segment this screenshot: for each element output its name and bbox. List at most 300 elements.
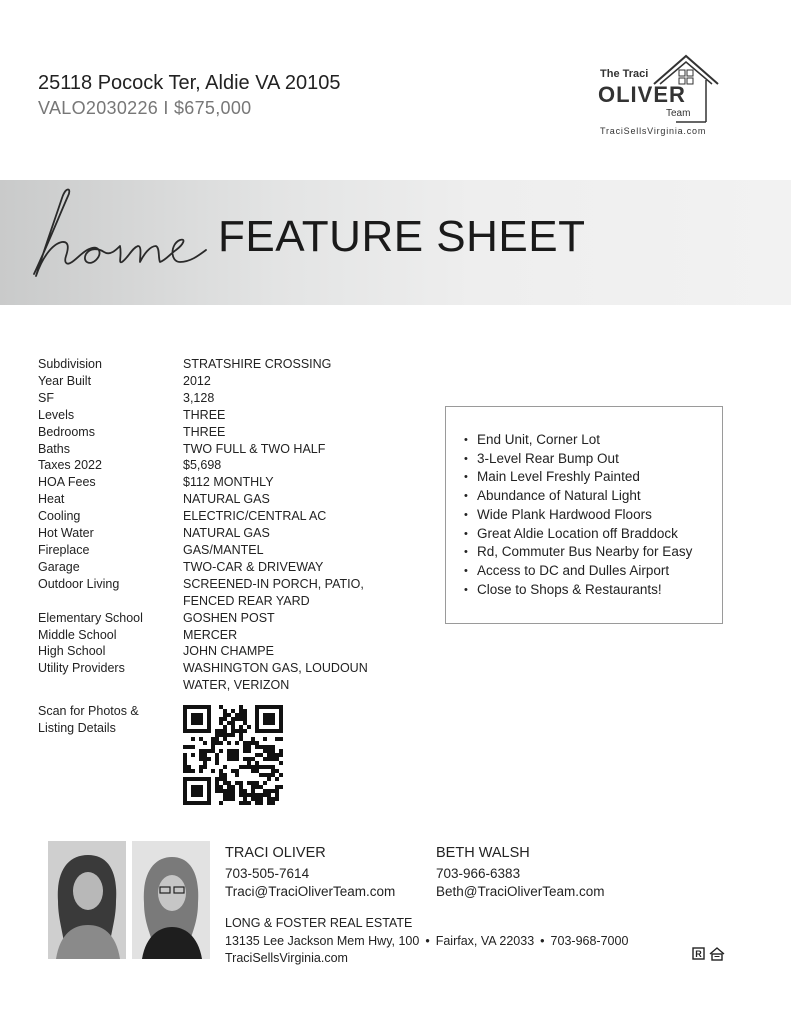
qr-module <box>255 745 259 749</box>
qr-module <box>235 713 239 717</box>
detail-label: Elementary School <box>38 610 143 625</box>
qr-module <box>275 785 279 789</box>
detail-row <box>38 390 393 407</box>
compliance-icons <box>692 947 726 961</box>
highlights-box <box>445 406 723 624</box>
qr-module <box>271 797 275 801</box>
qr-module <box>187 769 191 773</box>
qr-module <box>259 745 263 749</box>
qr-module <box>235 741 239 745</box>
qr-module <box>223 709 227 713</box>
qr-module <box>263 793 267 797</box>
qr-module <box>227 793 231 797</box>
qr-module <box>227 781 231 785</box>
qr-module <box>263 737 267 741</box>
qr-module <box>203 761 207 765</box>
qr-module <box>199 769 203 773</box>
detail-label: Hot Water <box>38 526 94 541</box>
qr-module <box>263 749 267 753</box>
qr-module <box>227 789 231 793</box>
detail-label: Heat <box>38 492 65 507</box>
qr-module <box>203 741 207 745</box>
qr-module <box>211 737 215 741</box>
detail-label: Baths <box>38 441 70 456</box>
qr-module <box>199 753 203 757</box>
detail-label: Outdoor Living <box>38 576 120 591</box>
qr-module <box>275 789 279 793</box>
qr-module <box>263 745 267 749</box>
qr-module <box>203 757 207 761</box>
qr-module <box>279 773 283 777</box>
qr-module <box>231 769 235 773</box>
brokerage-city: Fairfax, VA 22033 <box>435 933 535 948</box>
qr-module <box>255 793 259 797</box>
qr-module <box>271 745 275 749</box>
feature-sheet-title: FEATURE SHEET <box>218 212 586 261</box>
qr-module <box>239 725 243 729</box>
qr-module <box>227 741 231 745</box>
qr-module <box>267 801 271 805</box>
logo-website: TraciSellsVirginia.com <box>600 126 707 136</box>
highlight-item: • Abundance of Natural Light <box>464 487 708 506</box>
detail-value: THREE <box>183 407 226 422</box>
qr-module <box>243 789 247 793</box>
qr-module <box>255 781 259 785</box>
detail-value: SCREENED-IN PORCH, PATIO, <box>183 576 364 591</box>
qr-module <box>239 781 243 785</box>
qr-module <box>191 713 203 725</box>
detail-row <box>38 576 393 593</box>
qr-module <box>255 753 259 757</box>
detail-value: $112 MONTHLY <box>183 475 274 490</box>
qr-module <box>231 793 235 797</box>
detail-value: WASHINGTON GAS, LOUDOUN <box>183 661 368 676</box>
qr-module <box>247 781 251 785</box>
brokerage-info <box>225 915 628 968</box>
qr-module <box>239 793 243 797</box>
qr-module <box>223 765 227 769</box>
script-home-lettering <box>20 184 210 284</box>
qr-module <box>215 737 219 741</box>
qr-module <box>255 761 259 765</box>
qr-module <box>247 761 251 765</box>
qr-module <box>243 717 247 721</box>
detail-label: Taxes 2022 <box>38 458 102 473</box>
qr-module <box>239 733 243 737</box>
qr-module <box>227 797 231 801</box>
qr-module <box>239 705 243 709</box>
qr-module <box>203 749 207 753</box>
qr-module <box>219 773 223 777</box>
qr-module <box>207 757 211 761</box>
brokerage-phone[interactable]: 703-968-7000 <box>550 933 629 948</box>
qr-module <box>243 801 247 805</box>
team-logo <box>594 50 724 140</box>
qr-module <box>219 741 223 745</box>
qr-module <box>267 789 271 793</box>
qr-module <box>231 733 235 737</box>
detail-value: WATER, VERIZON <box>183 678 290 693</box>
qr-module <box>187 745 191 749</box>
qr-module <box>239 765 243 769</box>
qr-module <box>259 753 263 757</box>
detail-value: 3,128 <box>183 390 215 405</box>
qr-module <box>247 749 251 753</box>
detail-row <box>38 407 393 424</box>
qr-module <box>223 777 227 781</box>
qr-module <box>251 793 255 797</box>
qr-module <box>187 765 191 769</box>
detail-label: High School <box>38 644 106 659</box>
qr-module <box>199 737 203 741</box>
qr-module <box>183 745 187 749</box>
detail-value: THREE <box>183 424 226 439</box>
qr-module <box>271 773 275 777</box>
detail-row <box>38 424 393 441</box>
qr-module <box>271 765 275 769</box>
qr-module <box>259 793 263 797</box>
qr-module <box>183 757 187 761</box>
logo-line2: OLIVER <box>598 82 686 107</box>
qr-module <box>259 785 263 789</box>
qr-module <box>251 797 255 801</box>
qr-module <box>211 741 215 745</box>
scan-label-2: Listing Details <box>38 721 116 736</box>
qr-module <box>255 765 259 769</box>
qr-module <box>267 793 271 797</box>
qr-module <box>219 785 223 789</box>
qr-module <box>191 785 203 797</box>
logo-line3: Team <box>666 108 691 119</box>
detail-row <box>38 525 393 542</box>
qr-module <box>263 781 267 785</box>
qr-module <box>251 737 255 741</box>
qr-module <box>263 757 267 761</box>
qr-module <box>275 757 279 761</box>
scan-label: Scan for Photos & <box>38 704 139 719</box>
detail-value: FENCED REAR YARD <box>183 593 310 608</box>
qr-module <box>219 705 223 709</box>
qr-module <box>247 757 251 761</box>
qr-module <box>247 741 251 745</box>
qr-module <box>255 769 259 773</box>
qr-module <box>227 749 239 761</box>
qr-module <box>223 717 227 721</box>
qr-module <box>203 753 207 757</box>
qr-module <box>219 729 223 733</box>
qr-module <box>227 733 231 737</box>
qr-module <box>191 769 195 773</box>
qr-module <box>239 789 243 793</box>
qr-module <box>279 749 283 753</box>
detail-row <box>38 474 393 491</box>
qr-module <box>219 801 223 805</box>
brokerage-name: LONG & FOSTER REAL ESTATE <box>225 916 413 930</box>
highlight-item: • 3-Level Rear Bump Out <box>464 450 708 469</box>
qr-module <box>219 789 223 793</box>
detail-label: HOA Fees <box>38 475 96 490</box>
qr-module <box>239 713 243 717</box>
highlights-list <box>464 431 708 599</box>
qr-module <box>243 709 247 713</box>
qr-module <box>271 789 275 793</box>
qr-module <box>231 785 235 789</box>
qr-module <box>235 717 239 721</box>
detail-label: SF <box>38 390 54 405</box>
agent-name: BETH WALSH <box>436 845 530 861</box>
qr-module <box>271 757 275 761</box>
detail-value: GOSHEN POST <box>183 610 275 625</box>
qr-module <box>183 761 187 765</box>
brokerage-street: 13135 Lee Jackson Mem Hwy, 100 <box>225 933 420 948</box>
qr-module <box>251 789 255 793</box>
qr-module <box>267 777 271 781</box>
qr-module <box>275 797 279 801</box>
qr-module <box>239 717 243 721</box>
qr-module <box>251 765 255 769</box>
qr-code-icon[interactable] <box>181 705 285 805</box>
qr-module <box>243 749 247 753</box>
detail-row <box>38 660 393 677</box>
qr-module <box>271 749 275 753</box>
qr-module <box>219 769 223 773</box>
detail-value: NATURAL GAS <box>183 492 270 507</box>
agent-name: TRACI OLIVER <box>225 845 326 861</box>
qr-module <box>211 745 215 749</box>
qr-module <box>255 741 259 745</box>
property-details <box>38 356 393 737</box>
qr-module <box>243 721 247 725</box>
qr-module <box>239 737 243 741</box>
qr-module <box>267 753 271 757</box>
qr-module <box>271 753 275 757</box>
qr-module <box>255 801 259 805</box>
agent-photo-beth <box>132 841 210 959</box>
detail-label: Bedrooms <box>38 424 95 439</box>
qr-module <box>243 765 247 769</box>
highlight-item-cont: • Access to DC and Dulles Airport <box>464 562 708 581</box>
detail-value: NATURAL GAS <box>183 526 270 541</box>
qr-module <box>267 797 271 801</box>
brokerage-website[interactable]: TraciSellsVirginia.com <box>225 951 348 965</box>
qr-module <box>251 781 255 785</box>
qr-module <box>243 741 247 745</box>
detail-label: Year Built <box>38 373 92 388</box>
qr-module <box>223 725 227 729</box>
qr-module <box>191 753 195 757</box>
qr-module <box>259 797 263 801</box>
qr-module <box>235 729 239 733</box>
qr-module <box>267 773 271 777</box>
qr-module <box>247 765 251 769</box>
qr-module <box>243 713 247 717</box>
detail-row <box>38 356 393 373</box>
qr-module <box>251 769 255 773</box>
qr-module <box>231 789 235 793</box>
qr-module <box>279 785 283 789</box>
highlight-item: • Close to Shops & Restaurants! <box>464 581 708 600</box>
qr-module <box>227 721 231 725</box>
qr-module <box>239 729 243 733</box>
mls-price-line: VALO2030226 I $675,000 <box>38 98 252 118</box>
detail-row <box>38 457 393 474</box>
qr-module <box>259 801 263 805</box>
qr-module <box>219 733 223 737</box>
qr-module <box>223 729 227 733</box>
qr-module <box>223 737 227 741</box>
qr-module <box>267 757 271 761</box>
qr-module <box>223 793 227 797</box>
realtor-icon <box>693 948 704 959</box>
detail-label: Subdivision <box>38 357 102 371</box>
qr-module <box>267 749 271 753</box>
detail-row <box>38 559 393 576</box>
qr-module <box>251 785 255 789</box>
detail-value: STRATSHIRE CROSSING <box>183 357 332 371</box>
detail-value: GAS/MANTEL <box>183 542 264 557</box>
qr-module <box>223 773 227 777</box>
qr-module <box>271 769 275 773</box>
qr-module <box>263 765 267 769</box>
qr-module <box>279 753 283 757</box>
qr-module <box>263 789 267 793</box>
qr-module <box>231 725 235 729</box>
qr-module <box>247 745 251 749</box>
detail-label: Middle School <box>38 627 117 642</box>
qr-module <box>235 773 239 777</box>
detail-label: Cooling <box>38 509 81 524</box>
qr-module <box>259 773 263 777</box>
detail-value: TWO FULL & TWO HALF <box>183 441 326 456</box>
detail-label: Garage <box>38 559 80 574</box>
qr-module <box>235 769 239 773</box>
qr-module <box>243 729 247 733</box>
qr-module <box>275 737 279 741</box>
qr-module <box>247 725 251 729</box>
qr-module <box>219 721 223 725</box>
qr-module <box>259 765 263 769</box>
agent-phone[interactable]: 703-966-6383 <box>436 865 521 881</box>
qr-module <box>275 777 279 781</box>
qr-module <box>215 729 219 733</box>
qr-module <box>183 769 187 773</box>
qr-module <box>227 713 231 717</box>
detail-value: JOHN CHAMPE <box>183 644 274 659</box>
qr-module <box>211 769 215 773</box>
agent-photo-traci <box>48 841 126 959</box>
highlight-item: • Wide Plank Hardwood Floors <box>464 506 708 525</box>
qr-module <box>219 777 223 781</box>
detail-row <box>38 610 393 627</box>
detail-value: $5,698 <box>183 458 222 473</box>
detail-value: 2012 <box>183 373 211 388</box>
highlight-item-cont: • Rd, Commuter Bus Nearby for Easy <box>464 543 708 562</box>
detail-row <box>38 643 393 660</box>
highlight-item: • Main Level Freshly Painted <box>464 468 708 487</box>
qr-module <box>263 713 275 725</box>
qr-module <box>279 737 283 741</box>
detail-value: MERCER <box>183 627 238 642</box>
qr-module <box>243 797 247 801</box>
qr-module <box>191 745 195 749</box>
qr-module <box>275 753 279 757</box>
qr-module <box>231 729 235 733</box>
qr-module <box>255 785 259 789</box>
qr-module <box>215 757 219 761</box>
qr-module <box>247 801 251 805</box>
qr-module <box>227 785 231 789</box>
qr-module <box>183 765 187 769</box>
agent-email[interactable]: Traci@TraciOliverTeam.com <box>225 884 396 899</box>
highlight-item: • End Unit, Corner Lot <box>464 431 708 450</box>
qr-module <box>211 749 215 753</box>
agent-email[interactable]: Beth@TraciOliverTeam.com <box>436 884 605 899</box>
qr-module <box>267 745 271 749</box>
agent-phone[interactable]: 703-505-7614 <box>225 865 310 881</box>
detail-row-cont <box>38 593 393 610</box>
qr-module <box>235 781 239 785</box>
detail-row <box>38 373 393 390</box>
qr-module <box>223 789 227 793</box>
qr-module <box>255 797 259 801</box>
detail-row-cont <box>38 677 393 694</box>
qr-module <box>215 761 219 765</box>
detail-label: Utility Providers <box>38 661 125 676</box>
qr-module <box>231 709 235 713</box>
qr-module <box>223 713 227 717</box>
qr-module <box>247 793 251 797</box>
detail-label: Levels <box>38 407 75 422</box>
qr-module <box>199 749 203 753</box>
qr-module <box>215 785 219 789</box>
detail-row <box>38 542 393 559</box>
qr-module <box>223 733 227 737</box>
qr-module <box>263 773 267 777</box>
qr-module <box>215 777 219 781</box>
qr-module <box>239 785 243 789</box>
qr-module <box>267 765 271 769</box>
detail-label: Fireplace <box>38 542 90 557</box>
qr-module <box>251 741 255 745</box>
qr-module <box>243 745 247 749</box>
qr-module <box>223 797 227 801</box>
brokerage-address: 13135 Lee Jackson Mem Hwy, 100 • Fairfax, VA 22033 • 703-968-7000 <box>225 933 629 948</box>
qr-module <box>231 717 235 721</box>
detail-value: TWO-CAR & DRIVEWAY <box>183 559 324 574</box>
qr-module <box>219 749 223 753</box>
qr-module <box>243 793 247 797</box>
qr-module <box>191 737 195 741</box>
logo-line1: The Traci <box>600 68 649 80</box>
qr-module <box>215 753 219 757</box>
svg-text:R: R <box>695 949 702 959</box>
agent-traci <box>225 844 395 902</box>
qr-module <box>239 709 243 713</box>
detail-row <box>38 508 393 525</box>
qr-module <box>215 789 219 793</box>
qr-module <box>275 793 279 797</box>
qr-module <box>199 757 203 761</box>
qr-module <box>215 741 219 745</box>
qr-module <box>207 749 211 753</box>
qr-module <box>199 765 203 769</box>
qr-module <box>183 753 187 757</box>
qr-module <box>275 769 279 773</box>
equal-housing-icon <box>710 948 724 960</box>
qr-module <box>215 781 219 785</box>
agent-beth <box>436 844 605 902</box>
qr-module <box>215 733 219 737</box>
